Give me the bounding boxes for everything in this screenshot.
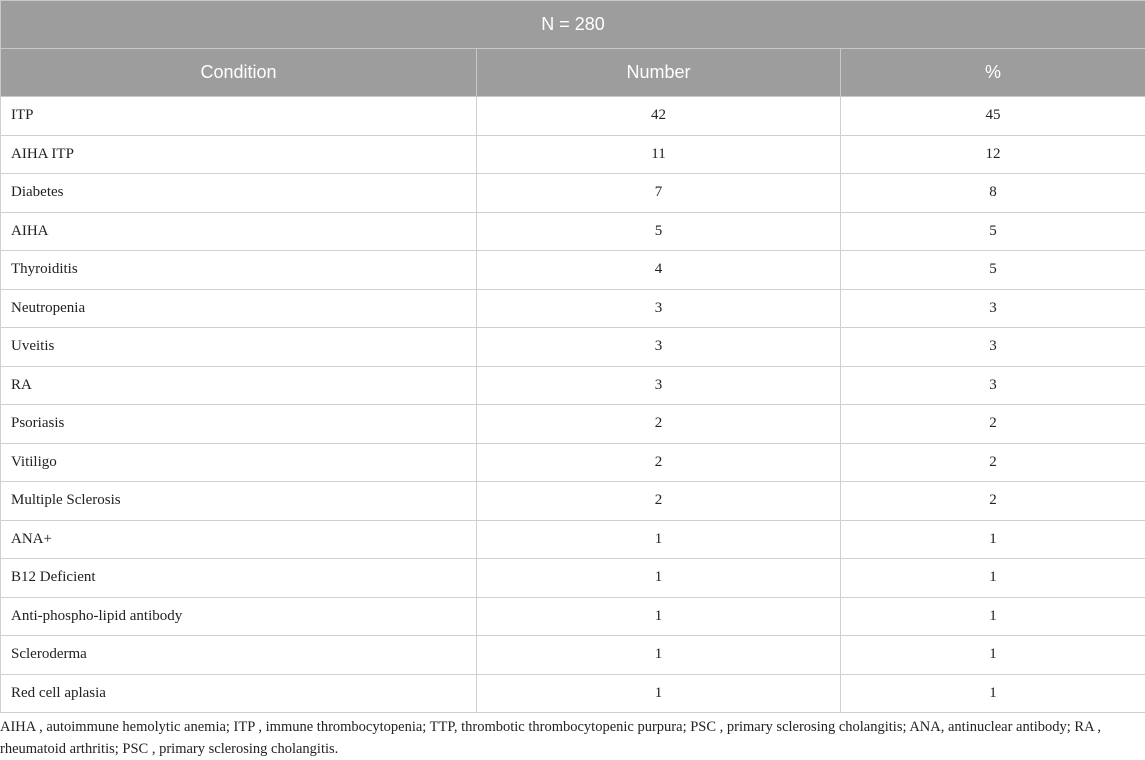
condition-cell: Uveitis: [1, 328, 477, 367]
condition-cell: Vitiligo: [1, 443, 477, 482]
column-header-percent: %: [841, 49, 1145, 97]
column-header-number: Number: [477, 49, 841, 97]
condition-cell: RA: [1, 366, 477, 405]
percent-cell: 3: [841, 328, 1145, 367]
table-footnote: AIHA , autoimmune hemolytic anemia; ITP , immune thrombocytopenia; TTP, thrombotic thrombocytopenic purpura; PSC , primary sclerosing cholangitis; ANA, antinuclear antibody; RA , rheumatoid arthritis; PSC , primary sclerosing cholangitis.: [0, 716, 1140, 760]
condition-cell: B12 Deficient: [1, 559, 477, 598]
number-cell: 1: [477, 597, 841, 636]
condition-cell: Red cell aplasia: [1, 674, 477, 713]
percent-cell: 1: [841, 674, 1145, 713]
condition-cell: Neutropenia: [1, 289, 477, 328]
table-row: [1, 366, 1145, 405]
table-row: [1, 251, 1145, 290]
percent-cell: 3: [841, 366, 1145, 405]
condition-cell: Thyroiditis: [1, 251, 477, 290]
number-cell: 7: [477, 174, 841, 213]
table-title-row: [1, 1, 1145, 49]
condition-cell: Anti-phospho-lipid antibody: [1, 597, 477, 636]
table-row: [1, 289, 1145, 328]
table-row: [1, 482, 1145, 521]
table-row: [1, 135, 1145, 174]
percent-cell: 2: [841, 482, 1145, 521]
number-cell: 1: [477, 636, 841, 675]
number-cell: 2: [477, 443, 841, 482]
number-cell: 2: [477, 405, 841, 444]
condition-cell: ANA+: [1, 520, 477, 559]
table-row: [1, 212, 1145, 251]
table-row: [1, 674, 1145, 713]
condition-cell: Psoriasis: [1, 405, 477, 444]
number-cell: 3: [477, 366, 841, 405]
condition-cell: Scleroderma: [1, 636, 477, 675]
column-header-condition: Condition: [1, 49, 477, 97]
number-cell: 3: [477, 328, 841, 367]
number-cell: 3: [477, 289, 841, 328]
table-row: [1, 328, 1145, 367]
table-row: [1, 443, 1145, 482]
table-row: [1, 174, 1145, 213]
table-body: [1, 97, 1145, 713]
condition-cell: ITP: [1, 97, 477, 136]
condition-cell: Diabetes: [1, 174, 477, 213]
percent-cell: 12: [841, 135, 1145, 174]
percent-cell: 2: [841, 443, 1145, 482]
percent-cell: 1: [841, 520, 1145, 559]
number-cell: 2: [477, 482, 841, 521]
table-row: [1, 520, 1145, 559]
table-header-row: [1, 49, 1145, 97]
condition-cell: AIHA ITP: [1, 135, 477, 174]
percent-cell: 45: [841, 97, 1145, 136]
number-cell: 42: [477, 97, 841, 136]
number-cell: 1: [477, 674, 841, 713]
number-cell: 1: [477, 559, 841, 598]
table-row: [1, 559, 1145, 598]
percent-cell: 8: [841, 174, 1145, 213]
table-row: [1, 636, 1145, 675]
table-title: N = 280: [1, 1, 1145, 49]
number-cell: 5: [477, 212, 841, 251]
number-cell: 1: [477, 520, 841, 559]
percent-cell: 5: [841, 251, 1145, 290]
percent-cell: 1: [841, 636, 1145, 675]
percent-cell: 2: [841, 405, 1145, 444]
table-row: [1, 405, 1145, 444]
percent-cell: 5: [841, 212, 1145, 251]
table-row: [1, 97, 1145, 136]
number-cell: 11: [477, 135, 841, 174]
percent-cell: 3: [841, 289, 1145, 328]
percent-cell: 1: [841, 597, 1145, 636]
condition-cell: Multiple Sclerosis: [1, 482, 477, 521]
number-cell: 4: [477, 251, 841, 290]
table-row: [1, 597, 1145, 636]
percent-cell: 1: [841, 559, 1145, 598]
condition-cell: AIHA: [1, 212, 477, 251]
